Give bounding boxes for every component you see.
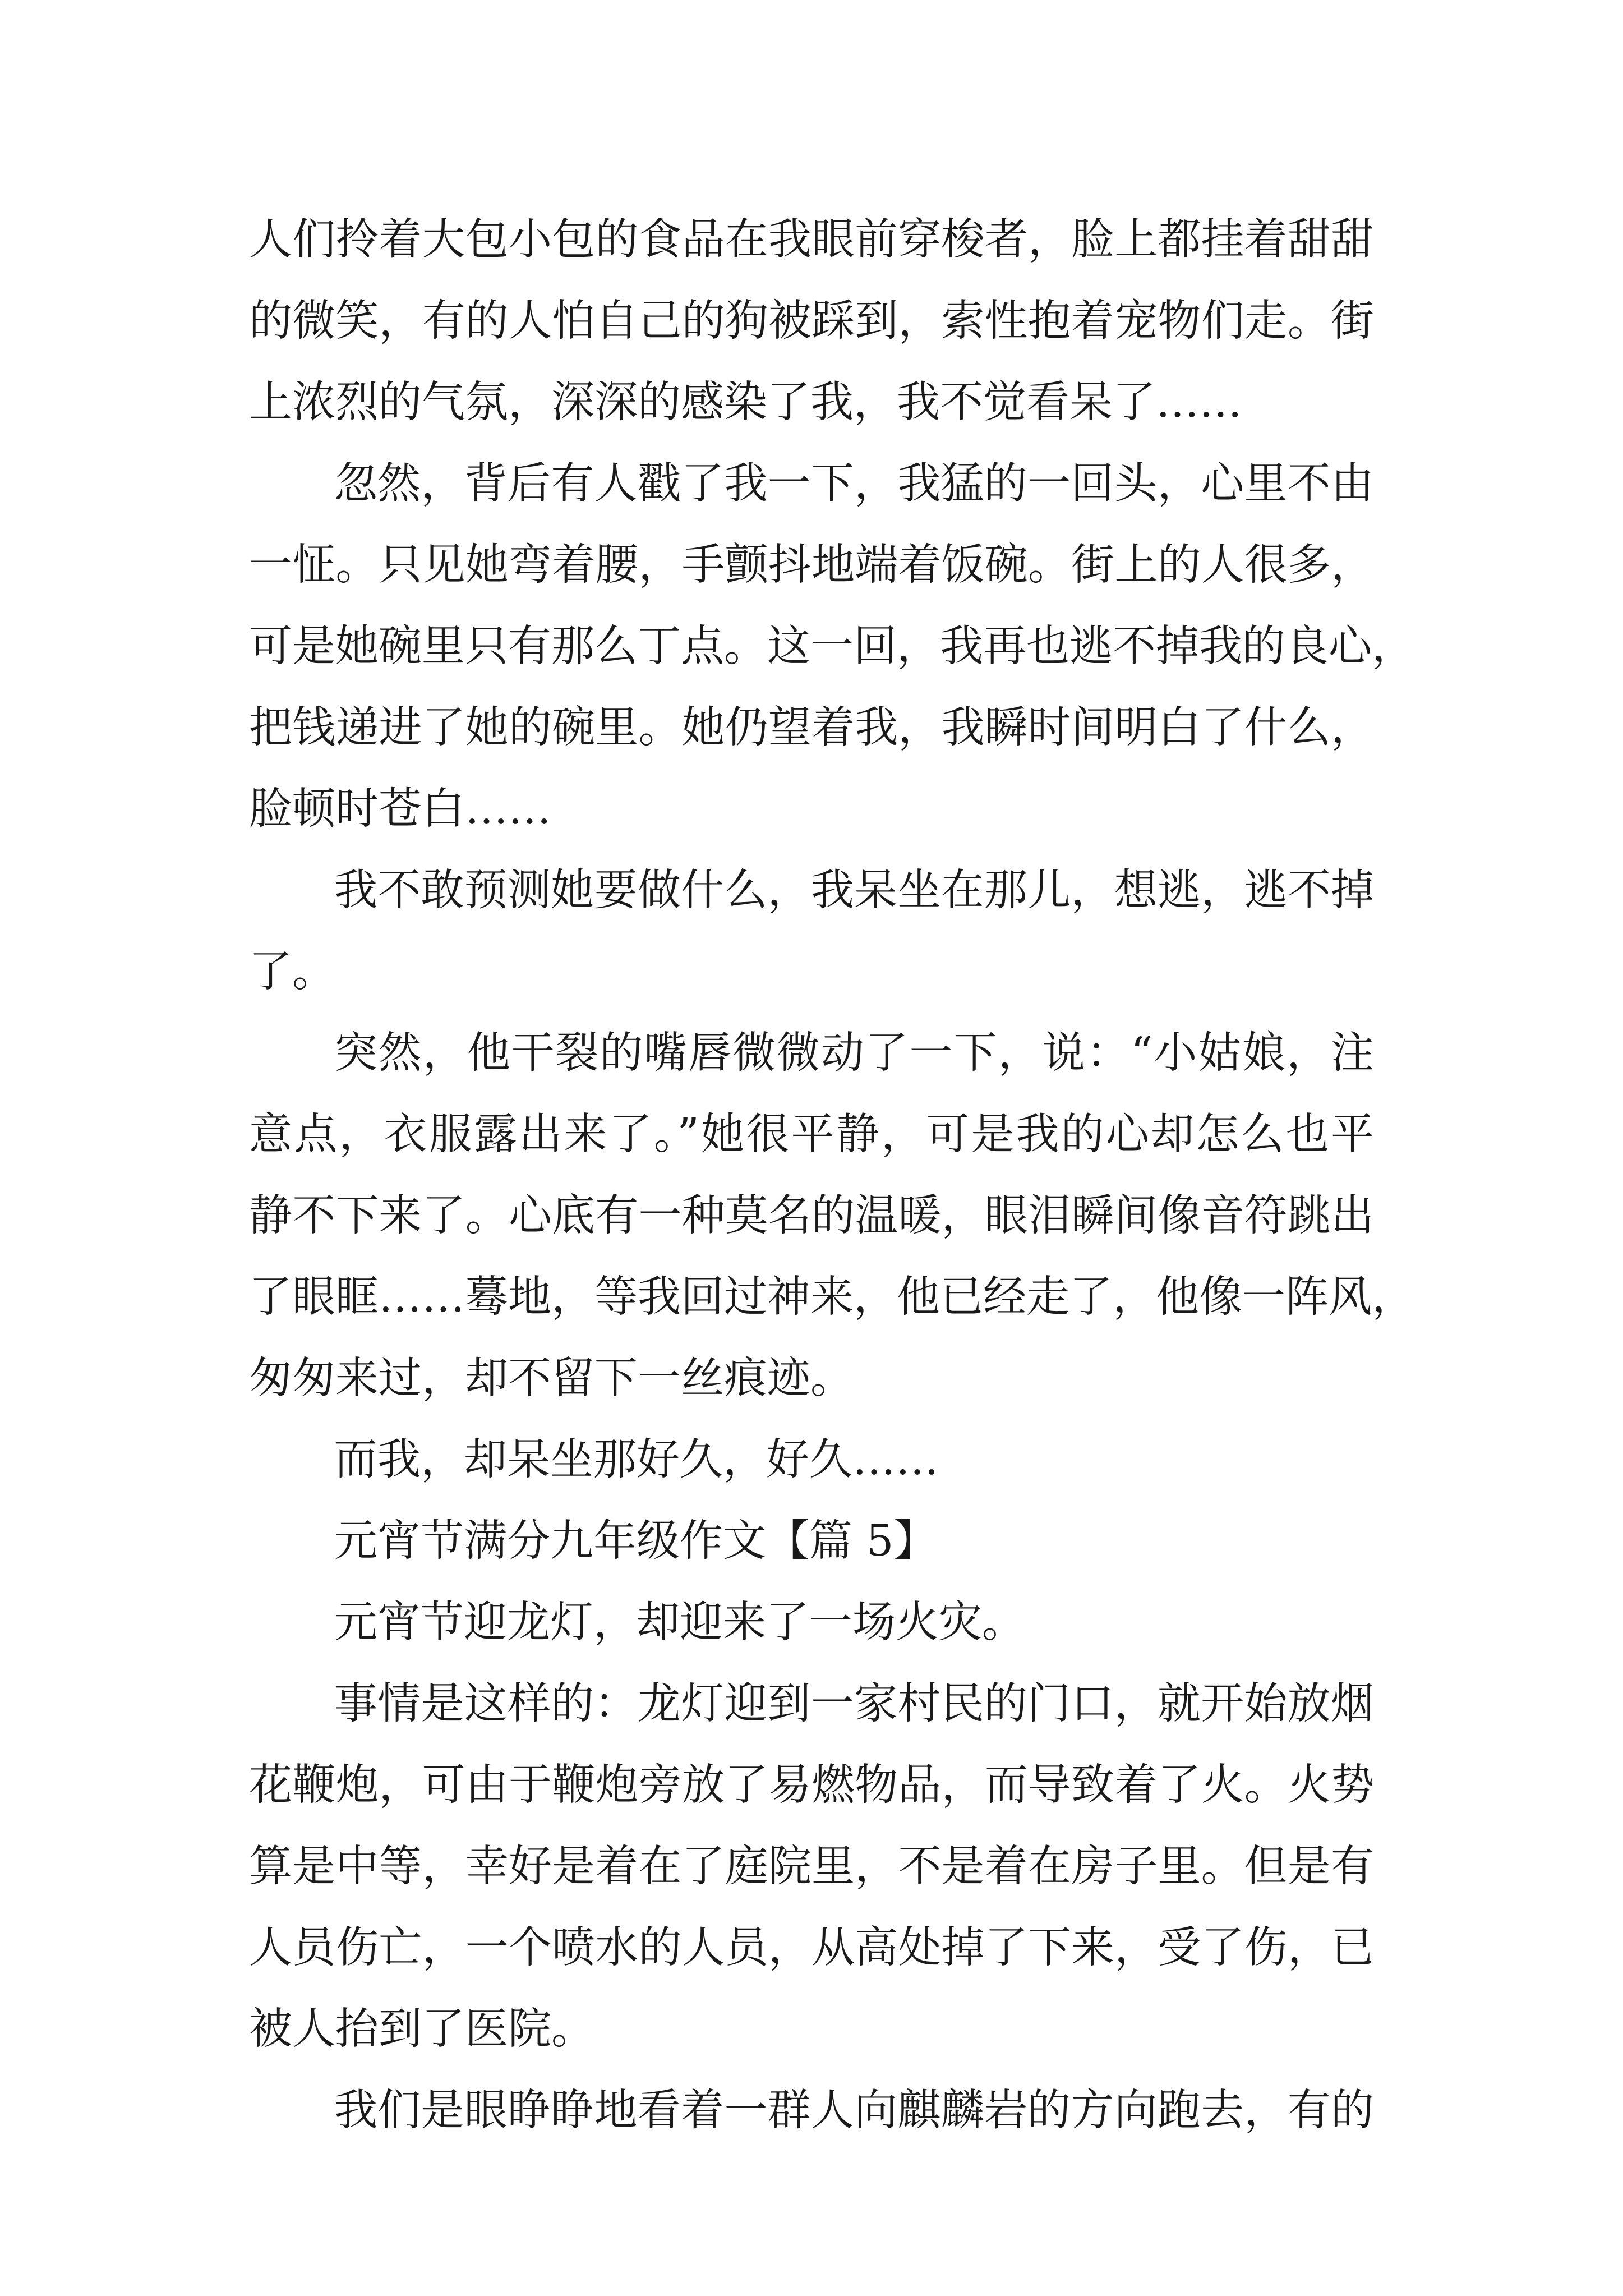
text-line: 静不下来了。心底有一种莫名的温暖，眼泪瞬间像音符跳出 — [249, 1191, 1374, 1241]
text-line: 可是她碗里只有那么丁点。这一回，我再也逃不掉我的良心， — [249, 622, 1415, 671]
text-line: 算是中等，幸好是着在了庭院里，不是着在房子里。但是有 — [249, 1842, 1374, 1892]
text-line: 把钱递进了她的碗里。她仍望着我，我瞬时间明白了什么， — [249, 703, 1374, 753]
text-line: 匆匆来过，却不留下一丝痕迹。 — [249, 1354, 854, 1404]
document-body — [249, 199, 1415, 2151]
text-line: 我们是眼睁睁地看着一群人向麒麟岩的方向跑去，有的 — [334, 2086, 1374, 2136]
text-line: 忽然，背后有人戳了我一下，我猛的一回头，心里不由 — [334, 459, 1374, 509]
text-line: 元宵节迎龙灯，却迎来了一场火灾。 — [334, 1598, 1025, 1648]
text-line: 花鞭炮，可由于鞭炮旁放了易燃物品，而导致着了火。火势 — [249, 1760, 1374, 1810]
text-line: 人们拎着大包小包的食品在我眼前穿梭者，脸上都挂着甜甜 — [249, 215, 1374, 265]
text-line: 我不敢预测她要做什么，我呆坐在那儿，想逃，逃不掉 — [334, 866, 1374, 915]
text-line: 意点，衣服露出来了。”她很平静，可是我的心却怎么也平 — [249, 1110, 1374, 1159]
text-line: 被人抬到了医院。 — [249, 2004, 594, 2054]
text-line: 人员伤亡，一个喷水的人员，从高处掉了下来，受了伤，已 — [249, 1923, 1374, 1973]
text-line: 上浓烈的气氛，深深的感染了我，我不觉看呆了…… — [249, 378, 1242, 427]
text-line: 的微笑，有的人怕自己的狗被踩到，索性抱着宠物们走。街 — [249, 296, 1374, 346]
text-line: 脸顿时苍白…… — [249, 784, 551, 834]
text-line: 一怔。只见她弯着腰，手颤抖地端着饭碗。街上的人很多， — [249, 540, 1374, 590]
text-line: 而我，却呆坐那好久，好久…… — [334, 1435, 939, 1485]
section-heading: 元宵节满分九年级作文【篇 5】 — [334, 1516, 937, 1566]
text-line: 事情是这样的：龙灯迎到一家村民的门口，就开始放烟 — [334, 1679, 1374, 1729]
text-line: 突然，他干裂的嘴唇微微动了一下，说：“小姑娘，注 — [334, 1028, 1374, 1078]
text-line: 了眼眶……蓦地，等我回过神来，他已经走了，他像一阵风， — [249, 1272, 1415, 1322]
text-line: 了。 — [249, 947, 335, 997]
